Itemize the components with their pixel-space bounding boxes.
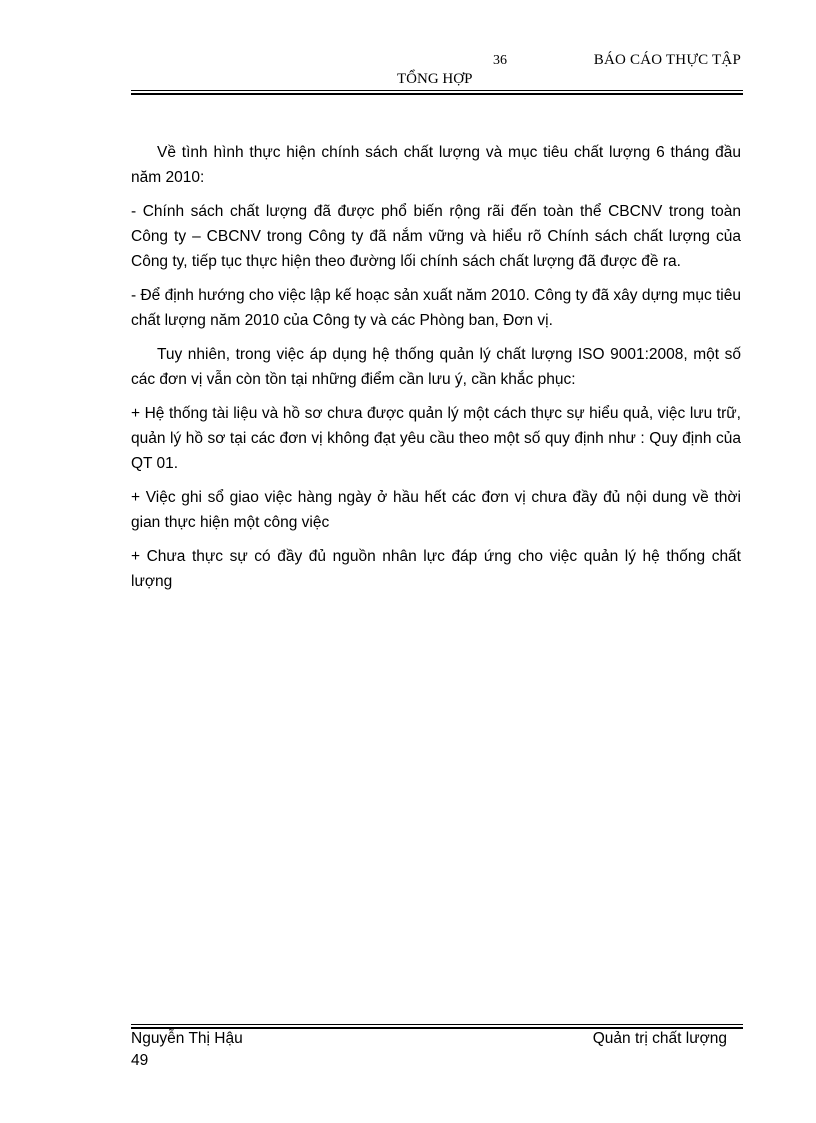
footer-divider (131, 1024, 743, 1029)
header-report-subtitle: TỔNG HỢP (397, 71, 473, 87)
objective-dash-item: - Để định hướng cho việc lập kế hoạc sản xuất năm 2010. Công ty đã xây dựng mục tiêu chất lượng năm 2010 của Công ty và các Phòng ban, Đơn vị. (131, 287, 741, 329)
issue-plus-item: + Chưa thực sự có đầy đủ nguồn nhân lực đáp ứng cho việc quản lý hệ thống chất lượng (131, 548, 741, 590)
footer-author: Nguyễn Thị Hậu (131, 1030, 243, 1047)
footer-page-number: 49 (131, 1052, 149, 1069)
policy-dash-item: - Chính sách chất lượng đã được phổ biến rộng rãi đến toàn thể CBCNV trong toàn Công ty – CBCNV trong Công ty đã nắm vững và hiểu rõ Chính sách chất lượng của Công ty, tiếp tục thực hiện theo đường lối chính sách chất lượng đã được đề ra. (131, 203, 741, 270)
page-footer (131, 1030, 743, 1080)
issues-intro-paragraph: Tuy nhiên, trong việc áp dụng hệ thống quản lý chất lượng ISO 9001:2008, một số các đơn vị vẫn còn tồn tại những điểm cần lưu ý, cần khắc phục: (131, 346, 741, 388)
document-body (131, 140, 741, 603)
header-page-number: 36 (493, 53, 507, 68)
issue-plus-item: + Hệ thống tài liệu và hồ sơ chưa được quản lý một cách thực sự hiểu quả, việc lưu trữ, quản lý hồ sơ tại các đơn vị không đạt yêu cầu theo một số quy định như : Quy định của QT 01. (131, 405, 741, 472)
intro-paragraph: Về tình hình thực hiện chính sách chất lượng và mục tiêu chất lượng 6 tháng đầu năm 2010: (131, 144, 741, 186)
header-report-title: BÁO CÁO THỰC TẬP (593, 52, 741, 68)
issue-plus-item: + Việc ghi sổ giao việc hàng ngày ở hầu hết các đơn vị chưa đầy đủ nội dung về thời gian thực hiện một công việc (131, 489, 741, 531)
footer-department: Quản trị chất lượng (592, 1030, 727, 1047)
header-divider (131, 90, 743, 95)
